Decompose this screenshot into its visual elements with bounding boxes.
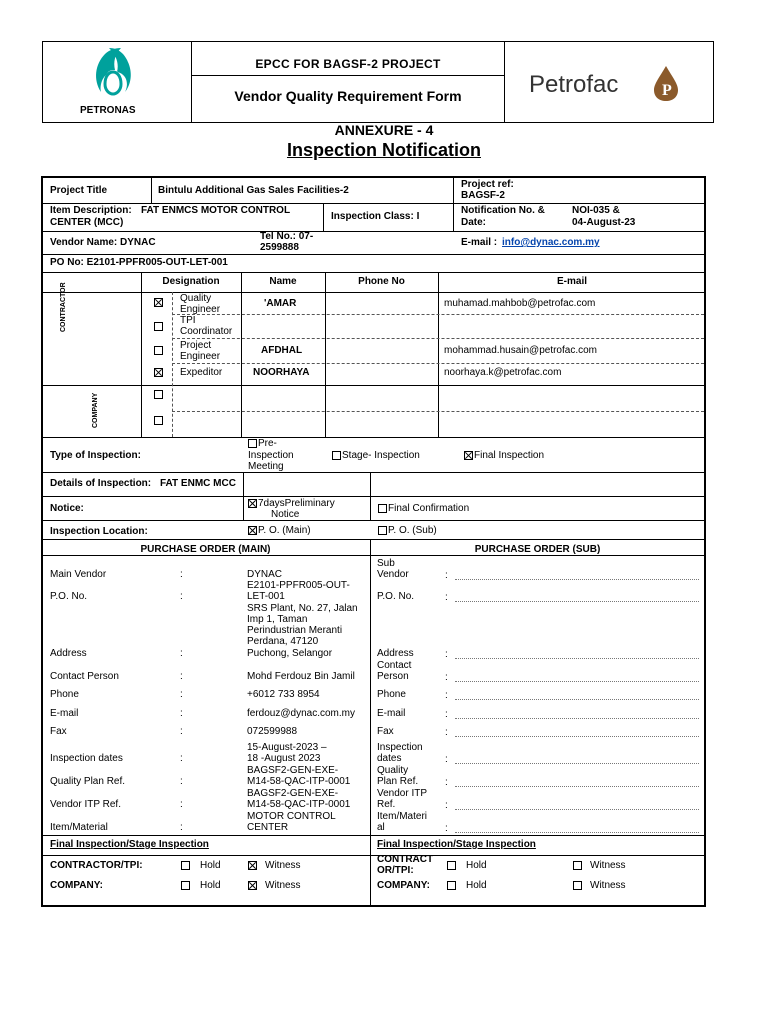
value-dates-2: 18 -August 2023	[247, 753, 321, 764]
witness-label: Witness	[590, 880, 626, 891]
notification-date: 04-August-23	[572, 217, 636, 228]
page-title: Inspection Notification	[286, 140, 481, 160]
contractor-side-label: CONTRACTOR	[60, 282, 67, 332]
checkbox-company-1[interactable]	[154, 390, 163, 399]
sub-label-contact-1: Contact	[377, 660, 412, 671]
form-header	[42, 41, 714, 123]
colon: :	[180, 726, 183, 737]
sub-fax-field[interactable]	[455, 736, 699, 737]
checkbox-final-inspection[interactable]	[464, 451, 473, 460]
tel-value: 2599888	[260, 242, 299, 253]
project-ref-label: Project ref:	[461, 179, 514, 190]
designation-expeditor: Expeditor	[180, 367, 223, 378]
colon: :	[180, 776, 183, 787]
colon: :	[445, 823, 448, 834]
sub-label-dates-2: dates	[377, 753, 402, 764]
final-main-contractor-label: CONTRACTOR/TPI:	[50, 860, 143, 871]
value-address-5: Puchong, Selangor	[247, 648, 333, 659]
checkbox-pre-inspection[interactable]	[248, 439, 257, 448]
location-po-main: P. O. (Main)	[258, 525, 311, 536]
checkbox-project-engineer[interactable]	[154, 346, 163, 355]
final-main-heading: Final Inspection/Stage Inspection	[50, 839, 209, 850]
witness-label: Witness	[265, 880, 301, 891]
colon: :	[445, 709, 448, 720]
colon: :	[445, 800, 448, 811]
tel-label: Tel No.: 07-	[260, 231, 314, 242]
checkbox-main-contractor-witness[interactable]	[248, 861, 257, 870]
label-phone: Phone	[50, 689, 79, 700]
sub-label-po: P.O. No.	[377, 591, 415, 602]
type-of-inspection-label: Type of Inspection:	[50, 450, 141, 461]
value-phone: +6012 733 8954	[247, 689, 320, 700]
sub-contact-field[interactable]	[455, 681, 699, 682]
notification-label-2: Date:	[461, 217, 487, 228]
po-number: PO No: E2101-PPFR005-OUT-LET-001	[50, 257, 228, 268]
email-label: E-mail :	[461, 237, 498, 248]
vendor-name: Vendor Name: DYNAC	[50, 237, 156, 248]
notice-option-2: Final Confirmation	[388, 503, 470, 514]
colon: :	[445, 570, 448, 581]
hold-label: Hold	[466, 860, 487, 871]
label-contact-person: Contact Person	[50, 671, 119, 682]
col-name: Name	[269, 276, 297, 287]
sub-email-field[interactable]	[455, 718, 699, 719]
sub-address-field[interactable]	[455, 658, 699, 659]
name-afdhal: AFDHAL	[261, 345, 303, 356]
project-ref-value: BAGSF-2	[461, 190, 505, 201]
label-item-material: Item/Material	[50, 822, 108, 833]
sub-label-email: E-mail	[377, 708, 406, 719]
sub-po-field[interactable]	[455, 601, 699, 602]
value-item-2: CENTER	[247, 822, 289, 833]
hold-label: Hold	[466, 880, 487, 891]
final-sub-company-label: COMPANY:	[377, 880, 430, 891]
value-address-1: SRS Plant, No. 27, Jalan	[247, 603, 358, 614]
notice-option-1: 7daysPreliminary	[258, 498, 335, 509]
petrofac-drop-icon	[651, 64, 681, 102]
designation-quality: Quality	[180, 293, 212, 304]
project-title-label: Project Title	[50, 185, 108, 196]
sub-phone-field[interactable]	[455, 699, 699, 700]
final-main-company-label: COMPANY:	[50, 880, 103, 891]
email-project-engineer: mohammad.husain@petrofac.com	[444, 345, 597, 356]
value-item-1: MOTOR CONTROL	[247, 811, 336, 822]
form-title: Vendor Quality Requirement Form	[234, 88, 462, 104]
sub-label-phone: Phone	[377, 689, 406, 700]
value-vendor-itp-2: M14-58-QAC-ITP-0001	[247, 799, 351, 810]
colon: :	[445, 754, 448, 765]
value-vendor-itp-1: BAGSF2-GEN-EXE-	[247, 788, 339, 799]
colon: :	[445, 727, 448, 738]
sub-label-item-1: Item/Materi	[377, 811, 428, 822]
svg-text:P: P	[662, 82, 672, 99]
colon: :	[180, 708, 183, 719]
sub-label-vendor-1: Sub	[377, 558, 395, 569]
value-po-no-2: LET-001	[247, 591, 285, 602]
col-designation: Designation	[162, 276, 220, 287]
sub-label-fax: Fax	[377, 726, 394, 737]
colon: :	[180, 822, 183, 833]
colon: :	[445, 690, 448, 701]
location-po-sub: P. O. (Sub)	[388, 525, 437, 536]
details-label: Details of Inspection:	[50, 478, 152, 489]
checkbox-expeditor[interactable]	[154, 368, 163, 377]
hold-label: Hold	[200, 860, 221, 871]
value-quality-plan-1: BAGSF2-GEN-EXE-	[247, 765, 339, 776]
colon: :	[180, 591, 183, 602]
company-side-label: COMPANY	[92, 392, 99, 428]
details-value: FAT ENMC MCC	[160, 478, 236, 489]
colon: :	[180, 689, 183, 700]
sub-label-contact-2: Person	[377, 671, 409, 682]
notification-number: NOI-035 &	[572, 205, 620, 216]
label-fax: Fax	[50, 726, 67, 737]
col-phone: Phone No	[358, 276, 405, 287]
designation-project-2: Engineer	[180, 351, 221, 362]
label-inspection-dates: Inspection dates	[50, 753, 123, 764]
label-vendor-itp: Vendor ITP Ref.	[50, 799, 121, 810]
checkbox-quality-engineer[interactable]	[154, 298, 163, 307]
sub-itp-field[interactable]	[455, 809, 699, 810]
value-po-no: E2101-PPFR005-OUT-	[247, 580, 350, 591]
checkbox-main-company-hold[interactable]	[181, 881, 190, 890]
checkbox-main-company-witness[interactable]	[248, 881, 257, 890]
sub-label-qp-1: Quality	[377, 765, 409, 776]
value-address-2: Imp 1, Taman	[247, 614, 308, 625]
designation-tpi-2: Coordinator	[180, 326, 233, 337]
name-amar: 'AMAR	[264, 298, 297, 309]
checkbox-sub-contractor-witness[interactable]	[573, 861, 582, 870]
checkbox-tpi-coordinator[interactable]	[154, 322, 163, 331]
col-email: E-mail	[556, 276, 587, 287]
project-line: EPCC FOR BAGSF-2 PROJECT	[191, 42, 505, 76]
inspection-class: Inspection Class: I	[331, 211, 420, 222]
stage-inspection-label: Stage- Inspection	[342, 450, 420, 461]
item-description-value: FAT ENMCS MOTOR CONTROL	[141, 205, 291, 216]
sub-label-itp-2: Ref.	[377, 799, 396, 810]
checkbox-7days-notice[interactable]	[248, 499, 257, 508]
annexure-label: ANNEXURE - 4	[334, 122, 434, 138]
value-main-vendor: DYNAC	[247, 569, 283, 580]
petrofac-logo	[504, 42, 713, 122]
value-address-4: Perdana, 47120	[247, 636, 319, 647]
petronas-logo-text: PETRONAS	[80, 105, 136, 116]
notice-label: Notice:	[50, 503, 84, 514]
checkbox-po-sub[interactable]	[378, 526, 387, 535]
label-po-no: P.O. No.	[50, 591, 88, 602]
checkbox-po-main[interactable]	[248, 526, 257, 535]
po-main-heading: PURCHASE ORDER (MAIN)	[140, 544, 271, 555]
label-email: E-mail	[50, 708, 79, 719]
value-fax: 072599988	[247, 726, 298, 737]
colon: :	[180, 671, 183, 682]
colon: :	[180, 799, 183, 810]
label-quality-plan: Quality Plan Ref.	[50, 776, 126, 787]
value-email: ferdouz@dynac.com.my	[247, 708, 355, 719]
checkbox-stage-inspection[interactable]	[332, 451, 341, 460]
po-sub-heading: PURCHASE ORDER (SUB)	[474, 544, 601, 555]
sub-dates-field[interactable]	[455, 763, 699, 764]
designation-quality-2: Engineer	[180, 304, 221, 315]
value-dates-1: 15-August-2023 –	[247, 742, 327, 753]
final-inspection-label: Final Inspection	[474, 450, 545, 461]
item-description-label: Item Description:	[50, 205, 132, 216]
colon: :	[445, 672, 448, 683]
pre-inspection-label: Pre-	[258, 438, 277, 449]
name-noorhaya: NOORHAYA	[253, 367, 310, 378]
sub-quality-plan-field[interactable]	[455, 786, 699, 787]
sub-label-address: Address	[377, 648, 414, 659]
value-address-3: Perindustrian Meranti	[247, 625, 343, 636]
checkbox-sub-company-hold[interactable]	[447, 881, 456, 890]
colon: :	[180, 648, 183, 659]
final-sub-heading: Final Inspection/Stage Inspection	[377, 839, 536, 850]
sub-label-qp-2: Plan Ref.	[377, 776, 419, 787]
sub-vendor-field[interactable]	[455, 579, 699, 580]
email-quality-engineer: muhamad.mahbob@petrofac.com	[444, 298, 596, 309]
hold-label: Hold	[200, 880, 221, 891]
sub-label-itp-1: Vendor ITP	[377, 788, 428, 799]
label-main-vendor: Main Vendor	[50, 569, 107, 580]
colon: :	[180, 569, 183, 580]
value-contact-person: Mohd Ferdouz Bin Jamil	[247, 671, 355, 682]
final-sub-contractor-label-2: OR/TPI:	[377, 865, 414, 876]
checkbox-main-contractor-hold[interactable]	[181, 861, 190, 870]
project-title-value: Bintulu Additional Gas Sales Facilities-2	[158, 185, 349, 196]
witness-label: Witness	[265, 860, 301, 871]
designation-tpi: TPI	[180, 315, 196, 326]
email-expeditor: noorhaya.k@petrofac.com	[444, 367, 562, 378]
sub-label-dates-1: Inspection	[377, 742, 423, 753]
notice-option-1b: Notice	[271, 509, 300, 520]
colon: :	[180, 753, 183, 764]
vendor-email-link[interactable]: info@dynac.com.my	[502, 237, 600, 248]
colon: :	[445, 777, 448, 788]
petronas-logo	[43, 42, 192, 122]
sub-label-item-2: al	[377, 822, 385, 833]
location-label: Inspection Location:	[50, 526, 148, 537]
sub-label-vendor-2: Vendor	[377, 569, 409, 580]
final-sub-contractor-label: CONTRACT	[377, 854, 434, 865]
checkbox-sub-company-witness[interactable]	[573, 881, 582, 890]
label-address: Address	[50, 648, 87, 659]
sub-item-field[interactable]	[455, 832, 699, 833]
pre-inspection-label-2: Inspection	[248, 450, 294, 461]
checkbox-company-2[interactable]	[154, 416, 163, 425]
checkbox-final-confirmation[interactable]	[378, 504, 387, 513]
value-quality-plan-2: M14-58-QAC-ITP-0001	[247, 776, 351, 787]
colon: :	[445, 592, 448, 603]
item-description-value-2: CENTER (MCC)	[50, 217, 124, 228]
pre-inspection-label-3: Meeting	[248, 461, 284, 472]
notification-label: Notification No. &	[461, 205, 545, 216]
colon: :	[445, 649, 448, 660]
designation-project: Project	[180, 340, 212, 351]
checkbox-sub-contractor-hold[interactable]	[447, 861, 456, 870]
petrofac-logo-text: Petrofac	[529, 71, 619, 98]
witness-label: Witness	[590, 860, 626, 871]
